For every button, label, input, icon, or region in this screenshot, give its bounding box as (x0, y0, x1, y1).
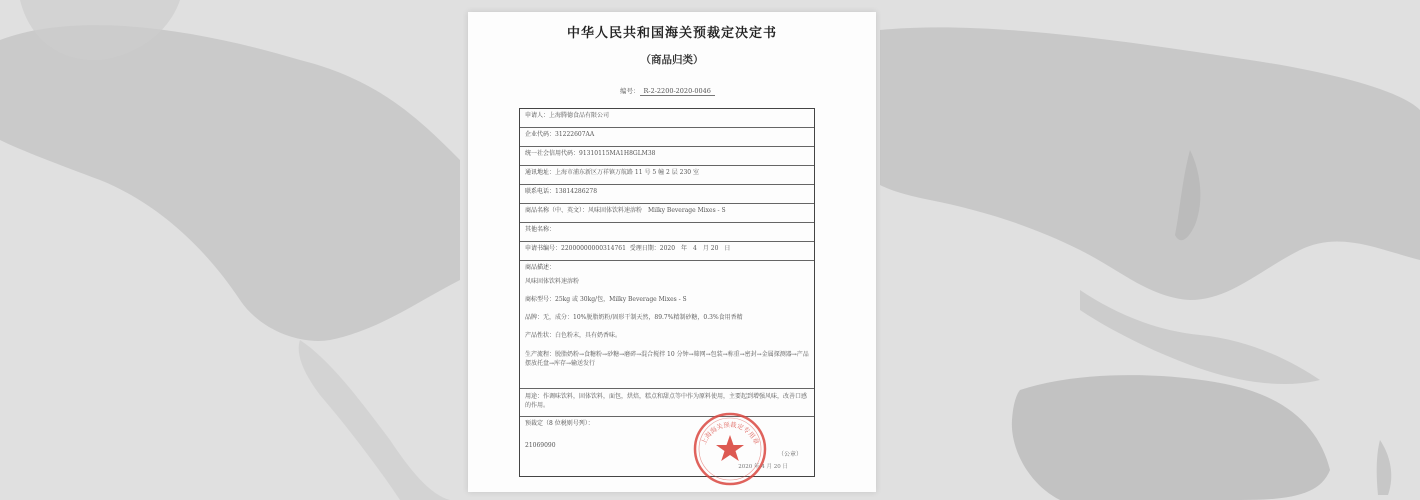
row-label: 企业代码： (525, 131, 556, 138)
form-row-credit-code (520, 147, 814, 166)
form-row-address (520, 166, 814, 185)
signature-date: 2020 年 4 月 20 日 (738, 464, 788, 470)
form-row-product-name (520, 204, 814, 223)
document-subtitle: （商品归类） (640, 54, 704, 66)
number-value: R-2-2200-2020-0046 (640, 87, 715, 96)
customs-seal (690, 409, 770, 489)
row-value: 白色粉末，具有奶香味。 (555, 332, 622, 339)
received-date-label: 受理日期： (629, 245, 660, 252)
official-seal-label: （公章） (777, 451, 802, 458)
ruling-form-table (519, 108, 815, 477)
row-label: 产品性状： (525, 332, 556, 339)
row-label: 其他名称： (525, 226, 556, 233)
seal-text: 上海海关预裁定专用章 (699, 420, 761, 446)
row-value: 25kg 或 30kg/包，Milky Beverage Mixes - S (555, 296, 687, 303)
row-label: 商品名称（中、英文）： (525, 207, 589, 214)
row-label: 申请书编号： (525, 245, 562, 252)
row-label: 通讯地址： (525, 169, 556, 176)
document-number (620, 86, 715, 95)
tariff-code: 21069090 (525, 442, 556, 449)
document-title: 中华人民共和国海关预裁定决定书 (566, 26, 777, 41)
received-date-value: 2020 年 4 月 20 日 (659, 245, 731, 252)
description-label: 商品描述： (525, 264, 556, 271)
row-label: 生产流程： (525, 351, 556, 358)
form-row-phone (520, 185, 814, 204)
row-value: 91310115MA1H8GLM38 (579, 150, 656, 157)
row-value: 脱脂奶粉→食糖粉→砂糖→磨碎→混合搅拌 10 分钟→筛网→包装→称重→密封→金属探测器→产品摆放托盘→库存→输送发行 (525, 351, 809, 367)
row-value: 31222607AA (555, 131, 595, 138)
row-value: 风味固体饮料速溶粉 Milky Beverage Mixes - S (588, 207, 726, 214)
form-row-other-name (520, 223, 814, 242)
seal-star-icon (716, 435, 744, 461)
row-label: 申请人： (525, 112, 550, 119)
ruling-label: 预裁定（8 位税则号列）： (525, 420, 594, 427)
row-label: 用途： (525, 393, 544, 400)
form-row-description (520, 261, 814, 389)
description-product: 风味固体饮料速溶粉 (525, 278, 580, 285)
number-label: 编号： (620, 87, 640, 95)
form-row-applicant (520, 109, 814, 128)
form-row-application-number (520, 242, 814, 261)
row-label: 联系电话： (525, 188, 556, 195)
row-label: 品牌： (525, 314, 544, 321)
row-value: 上海腾德食品有限公司 (549, 112, 610, 119)
ruling-document (468, 12, 876, 492)
row-label: 商标型号： (525, 296, 556, 303)
row-value: 上海市浦东新区万祥镇万航路 11 号 5 幢 2 层 230 室 (555, 169, 699, 176)
row-value: 13814286278 (555, 188, 598, 195)
row-value: 无，成分：10%脱脂奶粉/固形干制天然，89.7%精制砂糖，0.3%食用香精 (543, 314, 743, 321)
row-value: 作调味饮料，固体饮料，面包，烘焙，糕点和甜点等中作为原料使用，主要起到增强风味，改善口感的作用。 (525, 393, 808, 409)
row-label: 统一社会信用代码： (525, 150, 580, 157)
form-row-enterprise-code (520, 128, 814, 147)
row-value: 22000000000314761 (561, 245, 626, 252)
